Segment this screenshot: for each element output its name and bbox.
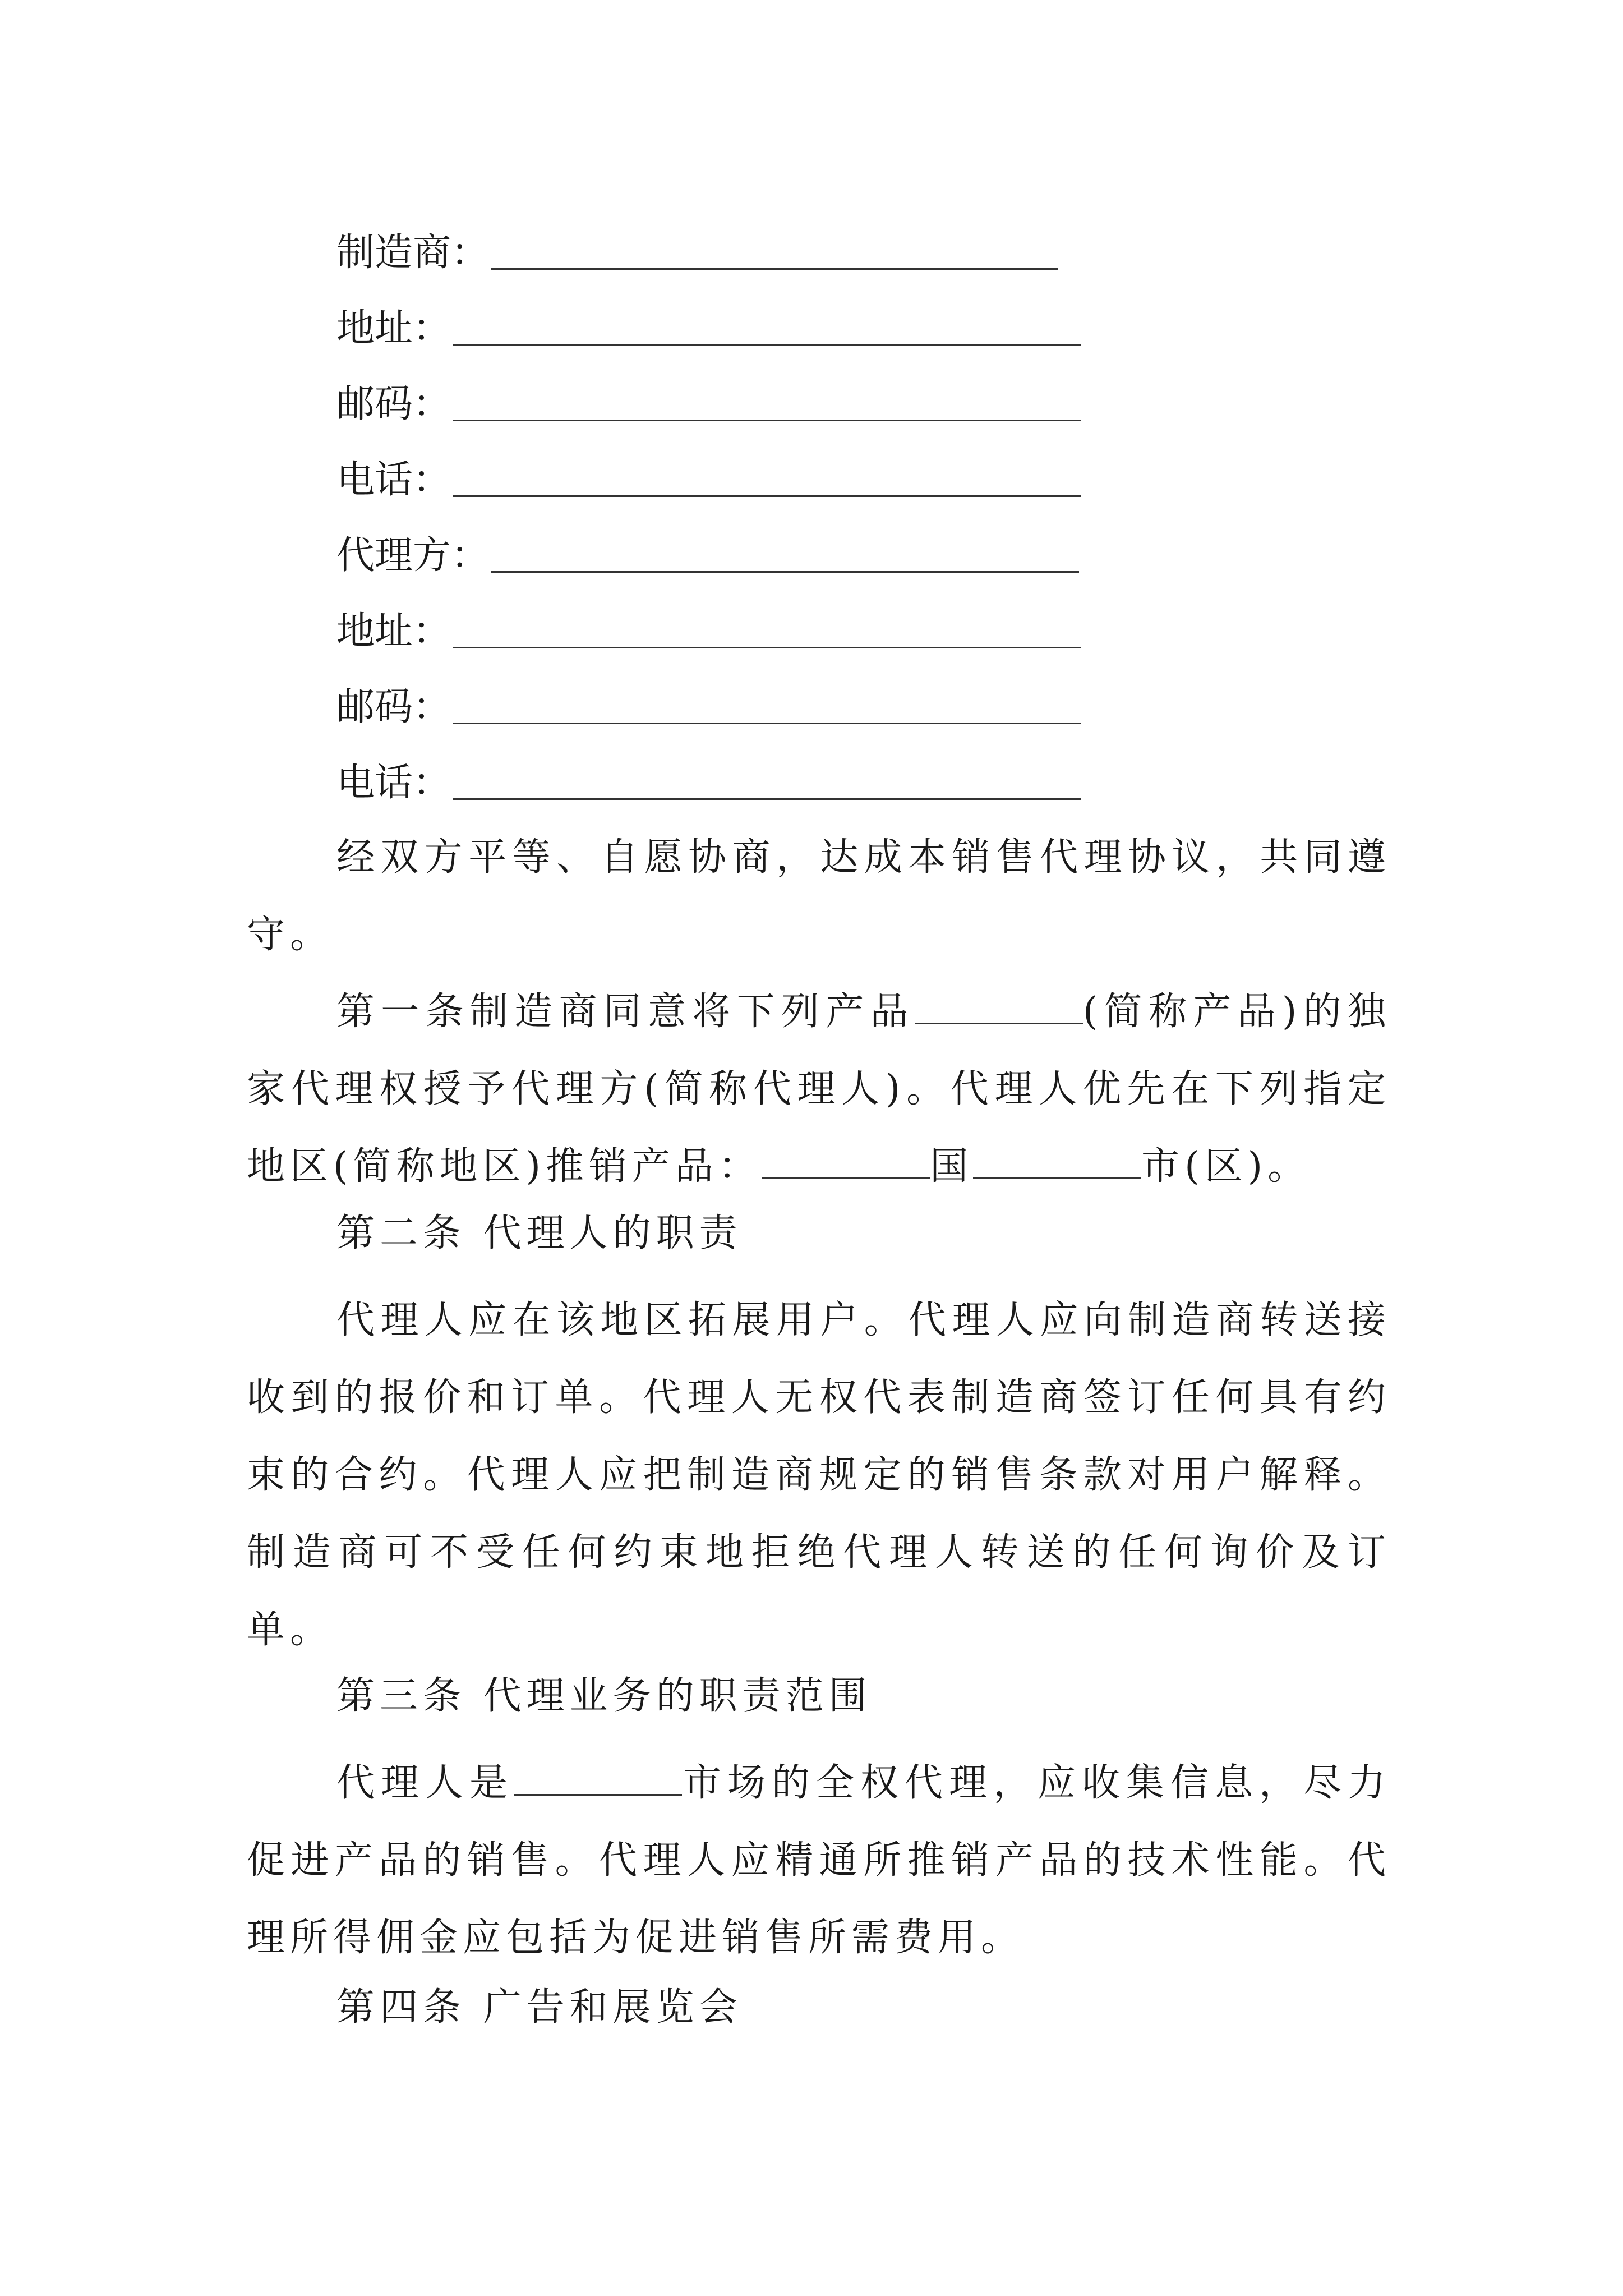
fill-in-line[interactable] (491, 264, 1058, 270)
city-blank[interactable] (973, 1146, 1141, 1179)
country-blank[interactable] (762, 1146, 930, 1179)
field-label: 电话： (336, 761, 451, 805)
article-1-text (247, 973, 1391, 1205)
field-label: 地址： (336, 609, 451, 654)
manufacturer-postcode-field (336, 362, 1081, 424)
article-3-part1: 代理人是 (336, 1761, 514, 1805)
intro-paragraph (247, 819, 1391, 974)
field-label: 邮码： (336, 382, 451, 426)
fill-in-line[interactable] (453, 794, 1081, 800)
article-1-part4: 市(区)。 (1141, 1144, 1311, 1189)
article-3 (247, 1745, 1391, 1977)
field-label: 邮码： (336, 685, 451, 729)
field-label: 电话： (336, 458, 451, 502)
article-2-title: 第二条 代理人的职责 (336, 1211, 743, 1255)
manufacturer-field (336, 210, 1058, 275)
fill-in-line[interactable] (453, 491, 1081, 497)
intro-text: 经双方平等、自愿协商，达成本销售代理协议，共同遵守。 (247, 835, 1391, 957)
manufacturer-phone-field (336, 438, 1081, 502)
article-4-title: 第四条 广告和展览会 (336, 1985, 743, 2030)
product-blank[interactable] (915, 991, 1083, 1024)
market-blank[interactable] (514, 1763, 682, 1796)
article-3-title: 第三条 代理业务的职责范围 (336, 1674, 872, 1718)
fill-in-line[interactable] (453, 642, 1081, 648)
fill-in-line[interactable] (491, 567, 1079, 573)
article-2 (247, 1282, 1391, 1669)
field-label: 地址： (336, 306, 451, 351)
agent-field (336, 513, 1079, 578)
article-3-text (247, 1745, 1391, 1977)
article-1-part2: (简称产品)的独家代理权授予代理方(简称代理人)。代理人优先在下列指定地区(简称地区)推销产品： (247, 990, 1391, 1189)
agent-phone-field (336, 740, 1081, 805)
article-1-part3: 国 (930, 1144, 974, 1189)
fill-in-line[interactable] (453, 415, 1081, 421)
fill-in-line[interactable] (453, 718, 1081, 724)
article-1 (247, 973, 1391, 1205)
article-2-text: 代理人应在该地区拓展用户。代理人应向制造商转送接收到的报价和订单。代理人无权代表制造商签订任何具有约束的合约。代理人应把制造商规定的销售条款对用户解释。制造商可不受任何约束地拒绝代理人转送的任何询价及订单。 (247, 1298, 1391, 1652)
article-1-part1: 第一条制造商同意将下列产品 (336, 990, 915, 1034)
article-3-part2: 市场的全权代理，应收集信息，尽力促进产品的销售。代理人应精通所推销产品的技术性能。代理所得佣金应包括为促进销售所需费用。 (247, 1761, 1391, 1960)
agent-address-field (336, 589, 1081, 654)
field-label: 制造商： (336, 231, 490, 275)
agent-postcode-field (336, 665, 1081, 729)
manufacturer-address-field (336, 286, 1081, 351)
fill-in-line[interactable] (453, 339, 1081, 346)
field-label: 代理方： (336, 533, 490, 578)
